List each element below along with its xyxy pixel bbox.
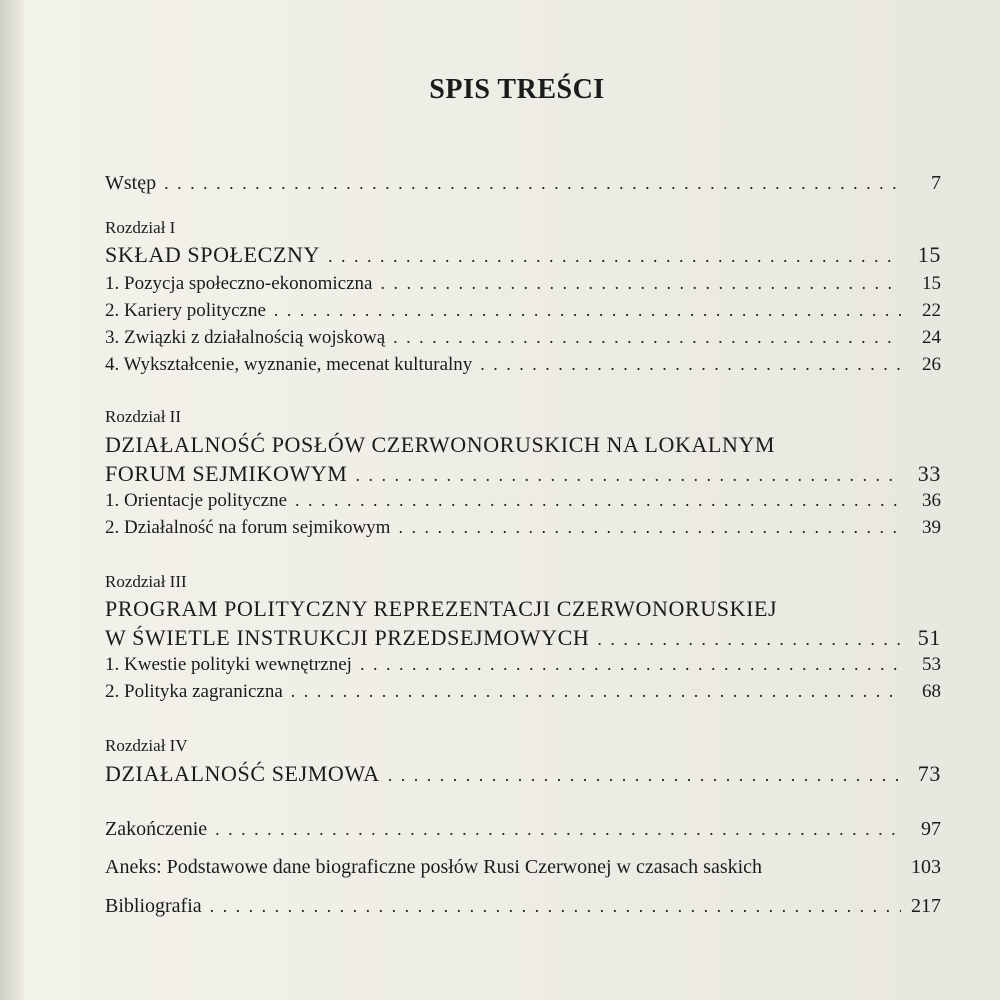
leader-dots (291, 681, 901, 702)
chapter-title: PROGRAM POLITYCZNY REPREZENTACJI CZERWONORUSKIEJ (105, 596, 778, 621)
toc-section-label: 1. Kwestie polityki wewnętrznej (105, 654, 352, 675)
toc-section-label: 1. Pozycja społeczno-ekonomiczna (105, 273, 373, 294)
toc-entry-bibliography (105, 895, 941, 918)
toc-section-label: 2. Kariery polityczne (105, 300, 266, 321)
toc-section-entry (105, 273, 941, 295)
toc-section-entry (105, 517, 941, 539)
toc-page-number: 15 (917, 242, 941, 267)
chapter-title-entry (105, 625, 941, 651)
leader-dots (295, 490, 901, 511)
toc-page-number: 36 (922, 490, 941, 511)
chapter-label: Rozdział I (105, 218, 176, 237)
toc-entry-label: Bibliografia (105, 895, 202, 917)
toc-page-number: 97 (921, 818, 941, 840)
toc-page-number: 51 (917, 625, 941, 650)
leader-dots (355, 465, 901, 486)
toc-page-number: 26 (922, 354, 941, 375)
chapter-title: SKŁAD SPOŁECZNY (105, 242, 320, 267)
toc-section-label: 2. Polityka zagraniczna (105, 681, 283, 702)
toc-entry-intro (105, 172, 941, 195)
chapter-label: Rozdział IV (105, 736, 188, 755)
chapter-title-continued: FORUM SEJMIKOWYM (105, 461, 348, 486)
toc-section-entry (105, 300, 941, 322)
leader-dots (393, 327, 901, 348)
toc-page-number: 33 (917, 461, 941, 486)
leader-dots (215, 819, 901, 840)
toc-page-number: 73 (917, 761, 941, 786)
leader-dots (360, 654, 901, 675)
leader-dots (380, 273, 901, 294)
toc-entry-label: Zakończenie (105, 818, 208, 840)
toc-section-entry (105, 327, 941, 349)
leader-dots (164, 173, 901, 194)
toc-entry-conclusion (105, 818, 941, 841)
chapter-title-entry (105, 242, 941, 268)
toc-page-number: 103 (911, 856, 941, 878)
chapter-label: Rozdział II (105, 407, 181, 426)
leader-dots (388, 765, 901, 786)
toc-section-label: 4. Wykształcenie, wyznanie, mecenat kulturalny (105, 354, 473, 375)
chapter-title-continued: W ŚWIETLE INSTRUKCJI PRZEDSEJMOWYCH (105, 625, 590, 650)
toc-section-entry (105, 354, 941, 376)
chapter-title: DZIAŁALNOŚĆ SEJMOWA (105, 761, 380, 786)
chapter-title-entry (105, 761, 941, 787)
toc-page-number: 7 (931, 172, 941, 194)
leader-dots (274, 300, 901, 321)
leader-dots (328, 246, 901, 267)
toc-entry-appendix (105, 856, 941, 879)
toc-page-number: 24 (922, 327, 941, 348)
toc-entry-label: Wstęp (105, 172, 157, 194)
chapter-title: DZIAŁALNOŚĆ POSŁÓW CZERWONORUSKICH NA LOKALNYM (105, 432, 776, 457)
toc-page-number: 53 (922, 654, 941, 675)
toc-section-entry (105, 681, 941, 703)
toc-page-number: 22 (922, 300, 941, 321)
chapter-label: Rozdział III (105, 572, 187, 591)
toc-entry-label: Aneks: Podstawowe dane biograficzne posłów Rusi Czerwonej w czasach saskich (105, 856, 763, 878)
toc-section-label: 1. Orientacje polityczne (105, 490, 288, 511)
toc-section-label: 3. Związki z działalnością wojskową (105, 327, 386, 348)
toc-page-number: 217 (911, 895, 941, 917)
toc-section-label: 2. Działalność na forum sejmikowym (105, 517, 391, 538)
chapter-title-entry (105, 461, 941, 487)
book-spine-shadow (0, 0, 24, 1000)
toc-section-entry (105, 490, 941, 512)
toc-section-entry (105, 654, 941, 676)
toc-page-number: 68 (922, 681, 941, 702)
leader-dots (210, 896, 901, 917)
leader-dots (398, 517, 901, 538)
toc-page-number: 39 (922, 517, 941, 538)
page-title: SPIS TREŚCI (429, 74, 605, 105)
leader-dots (597, 629, 901, 650)
toc-page-number: 15 (922, 273, 941, 294)
leader-dots (480, 354, 901, 375)
